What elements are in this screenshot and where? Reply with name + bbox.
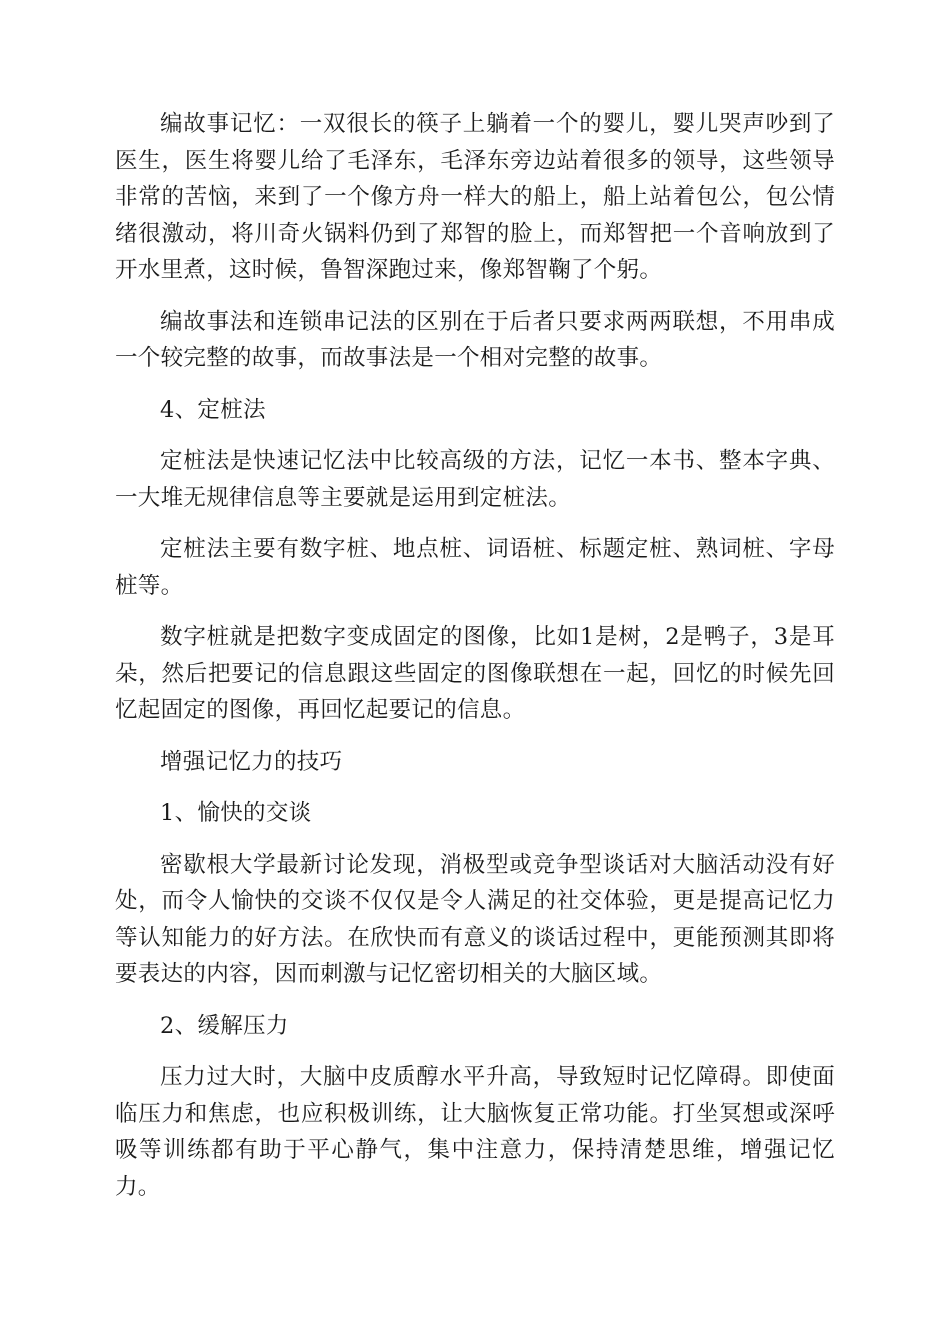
paragraph-pleasant-conversation: 密歇根大学最新讨论发现，消极型或竞争型谈话对大脑活动没有好处，而令人愉快的交谈不仅仅是令人满足的社交体验，更是提高记忆力等认知能力的好方法。在欣快而有意义的谈话过程中，更能预测其即将要表达的内容，因而刺激与记忆密切相关的大脑区域。 <box>115 851 835 987</box>
document-body <box>115 106 835 1220</box>
paragraph-peg-method-intro: 定桩法是快速记忆法中比较高级的方法，记忆一本书、整本字典、一大堆无规律信息等主要就是运用到定桩法。 <box>115 448 835 511</box>
paragraph-relieve-stress: 压力过大时，大脑中皮质醇水平升高，导致短时记忆障碍。即使面临压力和焦虑，也应积极训练，让大脑恢复正常功能。打坐冥想或深呼吸等训练都有助于平心静气，集中注意力，保持清楚思维，增强记忆力。 <box>115 1064 835 1200</box>
paragraph-story-vs-chain-method: 编故事法和连锁串记法的区别在于后者只要求两两联想，不用串成一个较完整的故事，而故事法是一个相对完整的故事。 <box>115 308 835 371</box>
paragraph-story-memory-example: 编故事记忆：一双很长的筷子上躺着一个的婴儿，婴儿哭声吵到了医生，医生将婴儿给了毛泽东，毛泽东旁边站着很多的领导，这些领导非常的苦恼，来到了一个像方舟一样大的船上，船上站着包公，包公情绪很激动，将川奇火锅料仍到了郑智的脸上，而郑智把一个音响放到了开水里煮，这时候，鲁智深跑过来，像郑智鞠了个躬。 <box>115 111 835 283</box>
section-heading-peg-method: 4、定桩法 <box>160 396 266 423</box>
paragraph-number-pegs: 数字桩就是把数字变成固定的图像，比如1是树，2是鸭子，3是耳朵，然后把要记的信息跟这些固定的图像联想在一起，回忆的时候先回忆起固定的图像，再回忆起要记的信息。 <box>115 624 835 723</box>
paragraph-peg-types: 定桩法主要有数字桩、地点桩、词语桩、标题定桩、熟词桩、字母桩等。 <box>115 536 835 599</box>
subheading-relieve-stress: 2、缓解压力 <box>160 1012 289 1039</box>
subheading-pleasant-conversation: 1、愉快的交谈 <box>160 800 312 826</box>
section-heading-memory-tips: 增强记忆力的技巧 <box>160 748 343 775</box>
